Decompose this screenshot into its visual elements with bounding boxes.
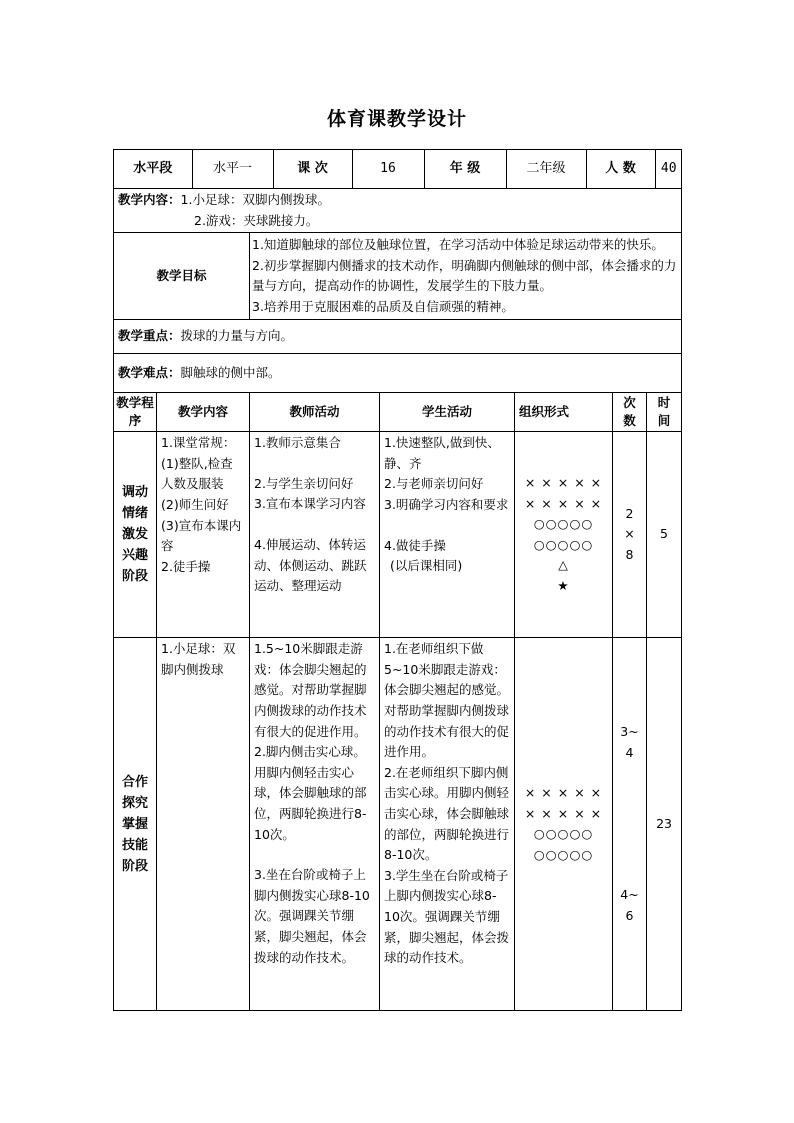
formation-row: × × × × × xyxy=(524,805,603,821)
stage2-content: 1.小足球：双脚内侧拨球 xyxy=(157,638,250,1011)
key-point-row xyxy=(114,320,682,354)
level-label: 水平段 xyxy=(114,150,192,188)
stage2-student-1: 1.在老师组织下做5~10米脚跟走游戏：体会脚尖翘起的感觉。对帮助掌握脚内侧拨球的动作技术有很大的促进作用。 xyxy=(384,641,510,760)
stage2-teacher-2: 2.脚内侧击实心球。用脚内侧轻击实心球，体会脚触球的部位，两脚轮换进行8-10次。 xyxy=(254,744,367,842)
stage1-times-2: × xyxy=(624,526,635,542)
formation-row: × × × × × xyxy=(524,474,603,490)
stage1-content-5: 2.徒手操 xyxy=(161,558,211,574)
stage1-times-3: 8 xyxy=(625,546,634,562)
stage1-times-1: 2 xyxy=(625,505,634,521)
page-title: 体育课教学设计 xyxy=(326,108,467,130)
goal-1: 1.知道脚触球的部位及触球位置，在学习活动中体验足球运动带来的快乐。 xyxy=(252,237,664,252)
formation-row: × × × × × xyxy=(524,495,603,511)
col-teacher: 教师活动 xyxy=(250,393,380,432)
level-value: 水平一 xyxy=(192,150,273,188)
lesson-label: 课 次 xyxy=(273,150,352,188)
formation-row: ○○○○○ xyxy=(533,826,594,842)
stage1-teacher-2: 2.与学生亲切问好 xyxy=(254,475,354,491)
stage2-teacher-3: 3.坐在台阶或椅子上脚内侧拨实心球8-10次。强调踝关节绷紧，脚尖翘起，体会拨球的动作技术。 xyxy=(254,867,370,965)
stage1-name: 调动情绪激发兴趣阶段 xyxy=(114,432,157,638)
stage2-student-3: 3.学生坐在台阶或椅子上脚内侧拨实心球8-10次。强调踝关节绷紧，脚尖翘起，体会拨球的动作技术。 xyxy=(384,867,510,966)
goals-label: 教学目标 xyxy=(114,233,250,320)
stage1-teacher-3: 3.宣布本课学习内容 xyxy=(254,496,366,512)
lesson-value: 16 xyxy=(352,150,424,188)
col-time: 时间 xyxy=(647,393,682,432)
goal-2: 2.初步掌握脚内侧播求的技术动作，明确脚内侧触球的侧中部，体会播求的力量与方向，提高动作的协调性，发展学生的下肢力量。 xyxy=(252,257,677,294)
stage1-row xyxy=(114,432,682,638)
stage2-times-b-1: 4~ xyxy=(620,887,639,903)
header-row xyxy=(114,150,682,189)
col-times: 次数 xyxy=(613,393,647,432)
stage1-student-4: 4.做徒手操 xyxy=(384,537,446,553)
content-line-2: 2.游戏：夹球跳接力。 xyxy=(194,212,319,228)
col-content: 教学内容 xyxy=(157,393,250,432)
goals-row xyxy=(114,233,682,320)
stage1-content-4: (3)宣布本课内容 xyxy=(161,517,242,554)
stage2-student-2: 2.在老师组织下脚内侧击实心球。用脚内侧轻击实心球，体会脚触球的部位，两脚轮换进行8-10次。 xyxy=(384,764,510,863)
key-point-label: 教学重点： xyxy=(118,328,181,344)
stage2-times-a-2: 4 xyxy=(625,744,634,760)
stage2-time: 23 xyxy=(647,638,682,1011)
stage1-time: 5 xyxy=(647,432,682,638)
stage1-student-2: 2.与老师亲切问好 xyxy=(384,476,484,492)
stage1-student-5: (以后课相同) xyxy=(390,558,463,574)
key-point-text: 拨球的力量与方向。 xyxy=(180,328,294,344)
goal-3: 3.培养用于克服困难的品质及自信顽强的精神。 xyxy=(252,298,514,314)
stage2-teacher-1: 1.5~10米脚跟走游戏：体会脚尖翘起的感觉。对帮助掌握脚内侧拨球的动作技术有很大的促进作用。 xyxy=(254,641,367,739)
difficulty-row xyxy=(114,354,682,393)
lesson-plan-table xyxy=(113,149,682,1011)
col-form: 组织形式 xyxy=(515,393,613,432)
grade-label: 年 级 xyxy=(424,150,506,188)
col-procedure: 教学程序 xyxy=(114,393,157,432)
formation-row: ○○○○○ xyxy=(533,516,594,532)
teacher-triangle-icon: △ xyxy=(558,557,569,573)
column-header-row xyxy=(114,393,682,432)
stage1-content-1: 1.课堂常规： xyxy=(161,435,236,451)
stage1-teacher-4: 4.伸展运动、体转运动、体侧运动、跳跃运动、整理运动 xyxy=(254,536,367,594)
stage2-times-b-2: 6 xyxy=(625,907,634,923)
formation-row: ○○○○○ xyxy=(533,536,594,552)
formation-row: ○○○○○ xyxy=(533,846,594,862)
formation-row: × × × × × xyxy=(524,785,603,800)
stage1-content-3: (2)师生问好 xyxy=(161,496,229,512)
stage1-student-1: 1.快速整队,做到快、静、齐 xyxy=(384,435,500,471)
content-row xyxy=(114,189,682,233)
grade-value: 二年级 xyxy=(506,150,586,188)
count-label: 人 数 xyxy=(586,150,655,188)
content-line-1: 1.小足球：双脚内侧拨球。 xyxy=(180,192,330,207)
difficulty-text: 脚触球的侧中部。 xyxy=(180,364,281,380)
content-label: 教学内容： xyxy=(118,192,181,207)
stage2-row xyxy=(114,638,682,1011)
difficulty-label: 教学难点： xyxy=(118,364,181,380)
count-value: 40 xyxy=(660,160,677,176)
col-student: 学生活动 xyxy=(380,393,515,432)
stage1-teacher-1: 1.教师示意集合 xyxy=(254,435,341,451)
star-icon: ★ xyxy=(557,577,570,593)
stage2-name: 合作探究掌握技能阶段 xyxy=(114,638,157,1011)
stage2-times-a-1: 3~ xyxy=(620,724,639,740)
stage1-student-3: 3.明确学习内容和要求 xyxy=(384,496,509,512)
stage1-content-2: (1)整队,检查人数及服装 xyxy=(161,455,233,492)
